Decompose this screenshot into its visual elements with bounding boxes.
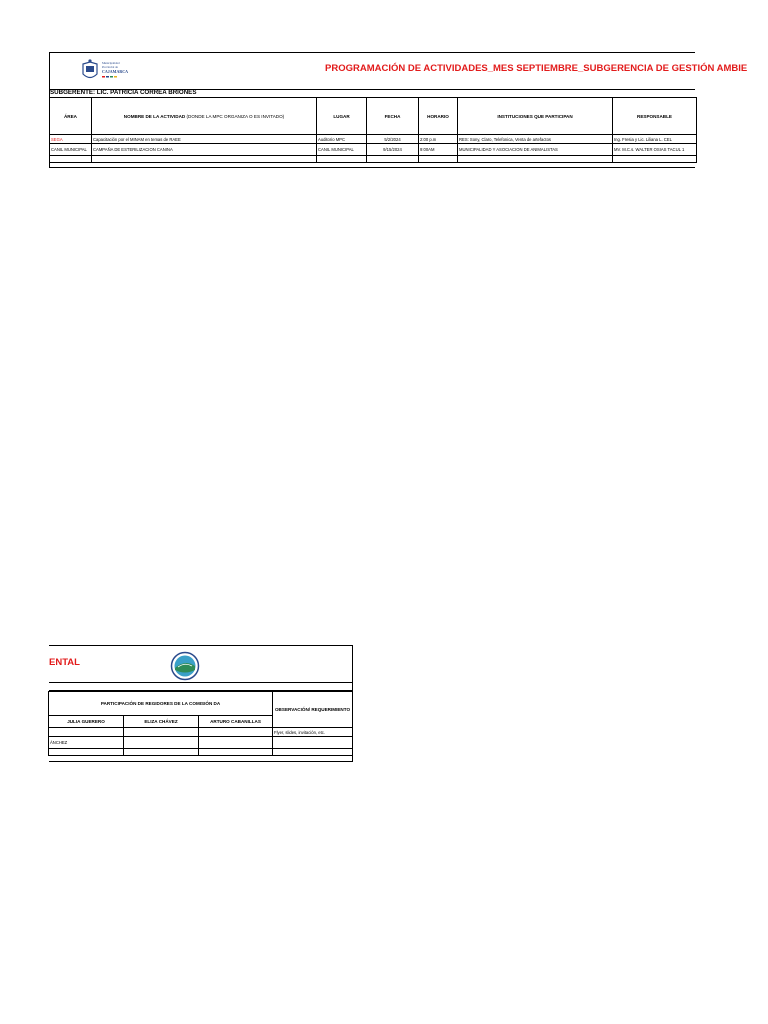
- table-row-empty: [49, 749, 353, 756]
- table-row: [49, 728, 353, 737]
- subgerente-label: SUBGERENTE: LIC. PATRICIA CORREA BRIONES: [50, 89, 197, 96]
- cell-horario: 2:00 p.m: [419, 135, 458, 144]
- header-fecha: FECHA: [367, 98, 419, 135]
- cell-lugar: Auditorio MPC: [317, 135, 367, 144]
- activities-table: [49, 97, 697, 163]
- header-nombre-note: (DONDE LA MPC ORGANIZA O ES INVITADO): [186, 113, 285, 119]
- header-instituciones: INSTITUCIONES QUE PARTICIPAN: [458, 98, 613, 135]
- header-area: ÁREA: [50, 98, 92, 135]
- header-lugar: LUGAR: [317, 98, 367, 135]
- sheet-header: [50, 53, 748, 90]
- observacion-header: OBSERVACIÓN/ REQUERIMIENTO: [273, 692, 353, 728]
- regidor-name: JULIA GUERERO: [49, 716, 124, 728]
- regidor-name: ELIZA CHÁVEZ: [124, 716, 199, 728]
- cell-fecha: 5/2/2024: [367, 135, 419, 144]
- table-row-empty: [50, 156, 697, 163]
- table-row: [50, 144, 697, 156]
- cell-nombre: CAMPAÑA DE ESTERILIZACION CANINA: [92, 144, 317, 156]
- environment-seal-icon: [170, 651, 200, 681]
- cell-responsable: Ing. Fresia y Lic. Liliana L. CEL: [613, 135, 697, 144]
- cell-area: SEGA: [50, 135, 92, 144]
- sheet-header: [49, 646, 352, 683]
- header-nombre: [92, 98, 317, 135]
- table-header-row: [50, 98, 697, 135]
- cell-horario: 9:00AM: [419, 144, 458, 156]
- cell-responsable-fragment: ÁNCHEZ: [49, 737, 124, 749]
- activities-sheet: [49, 52, 748, 168]
- svg-text:Provincial de: Provincial de: [102, 65, 118, 69]
- spacer-row: [49, 682, 352, 691]
- svg-text:Municipalidad: Municipalidad: [102, 61, 120, 65]
- header-nombre-label: NOMBRE DE LA ACTIVIDAD: [123, 113, 186, 119]
- observacion-note: Flyer, slides, invitación, etc.: [273, 728, 353, 737]
- cell-nombre: Capacitación por el MINAM en temas de RAEE: [92, 135, 317, 144]
- cell-instituciones: MUNICIPALIDAD Y ASOCIACION DE ANIMALISTAS: [458, 144, 613, 156]
- participation-header-row: [49, 692, 353, 716]
- cell-area: CANIL MUNICIPAL: [50, 144, 92, 156]
- svg-text:CAJAMARCA: CAJAMARCA: [102, 69, 128, 74]
- header-responsable: RESPONSABLE: [613, 98, 697, 135]
- participation-sheet: [49, 645, 353, 762]
- cell-lugar: CANIL MUNICIPAL: [317, 144, 367, 156]
- cell-fecha: 9/15/2024: [367, 144, 419, 156]
- regidor-name: ARTURO CABANILLAS: [199, 716, 273, 728]
- header-horario: HORARIO: [419, 98, 458, 135]
- participation-table: [48, 691, 353, 756]
- participacion-header: PARTICIPACIÓN DE REGIDORES DE LA COMISIÓN DA: [49, 692, 273, 716]
- cell-instituciones: RES: Sony, Claro, Telefonica, Venta de artefactos: [458, 135, 613, 144]
- sheet-title: PROGRAMACIÓN DE ACTIVIDADES_MES SEPTIEMBRE_SUBGERENCIA DE GESTIÓN AMBIE: [325, 63, 748, 74]
- cell-responsable: MV. M.C.s. WALTER OSIAS TACUL 1: [613, 144, 697, 156]
- table-row: [49, 737, 353, 749]
- municipality-logo-icon: [80, 58, 126, 84]
- sheet-title-fragment: ENTAL: [49, 657, 80, 668]
- table-row: [50, 135, 697, 144]
